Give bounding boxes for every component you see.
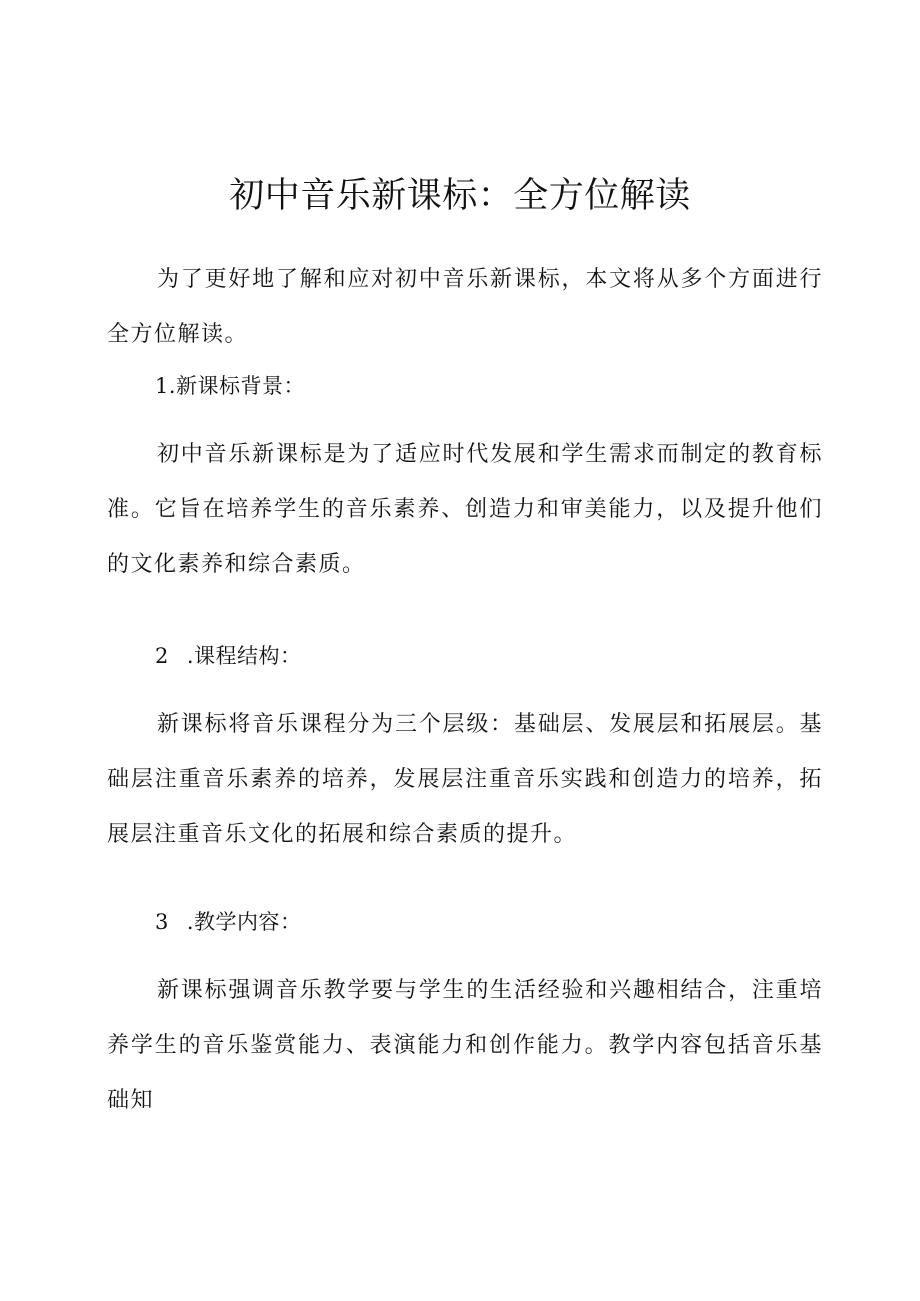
section-body-structure: 新课标将音乐课程分为三个层级：基础层、发展层和拓展层。基础层注重音乐素养的培养，发展层注重音乐实践和创造力的培养，拓展层注重音乐文化的拓展和综合素质的提升。 bbox=[107, 712, 823, 847]
section-number: 1. bbox=[155, 374, 177, 398]
section-body-content: 新课标强调音乐教学要与学生的生活经验和兴趣相结合，注重培养学生的音乐鉴赏能力、表演能力和创作能力。教学内容包括音乐基础知 bbox=[107, 978, 823, 1113]
section-heading-text: .课程结构： bbox=[186, 644, 302, 668]
section-heading-structure bbox=[155, 636, 302, 676]
intro-paragraph: 为了更好地了解和应对初中音乐新课标，本文将从多个方面进行全方位解读。 bbox=[107, 267, 823, 347]
section-number: 2 bbox=[155, 644, 169, 668]
page-title: 初中音乐新课标：全方位解读 bbox=[229, 176, 691, 216]
section-heading-background bbox=[155, 366, 305, 406]
section-number: 3 bbox=[155, 910, 169, 934]
section-heading-text: 新课标背景： bbox=[176, 374, 306, 398]
section-heading-text: .教学内容： bbox=[186, 910, 302, 934]
section-heading-content bbox=[155, 902, 302, 942]
section-body-background: 初中音乐新课标是为了适应时代发展和学生需求而制定的教育标准。它旨在培养学生的音乐素养、创造力和审美能力，以及提升他们的文化素养和综合素质。 bbox=[107, 442, 823, 577]
